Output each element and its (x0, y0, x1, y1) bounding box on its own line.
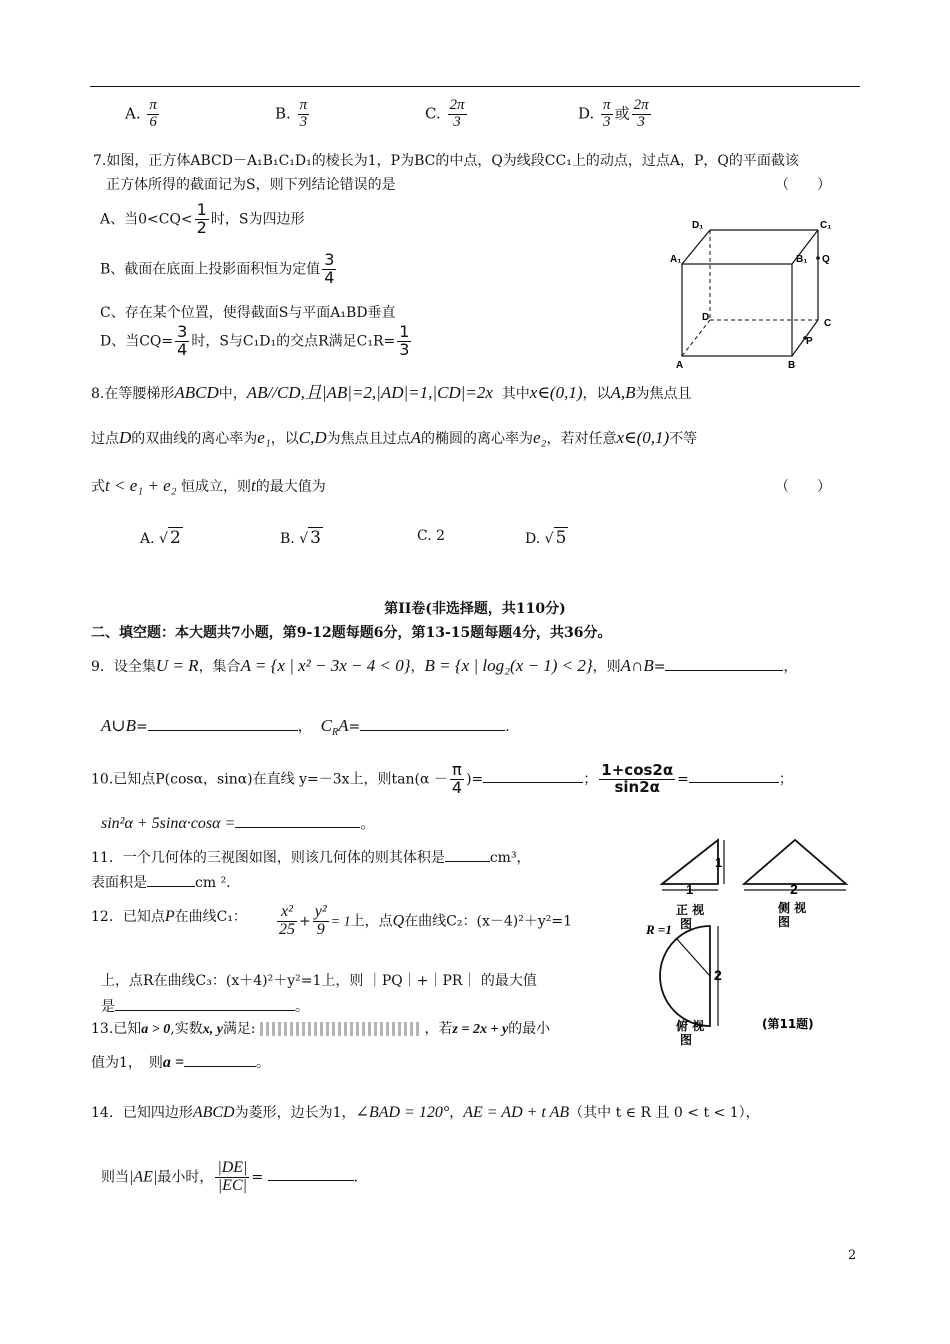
cube-label: D₁ (692, 220, 704, 231)
q7-option-b[interactable] (100, 252, 338, 287)
q8-math: AB//CD,且|AB|=2,|AD|=1,|CD|=2x (246, 383, 493, 402)
q9-math: C (320, 716, 332, 735)
q8-option-b[interactable]: B. √ 3 (280, 528, 321, 548)
q13-line1 (91, 1018, 550, 1038)
q11-line1 (91, 847, 531, 867)
radius-label: R =1 (646, 922, 672, 937)
cube-label: C₁ (820, 220, 832, 231)
option-text: 时，S与C₁D₁的交点R满足C₁R= (191, 333, 396, 350)
dim-label: 1 (686, 882, 694, 897)
top-view-label: 俯 视 (676, 1019, 705, 1033)
q9-text: = (136, 719, 148, 735)
front-view-triangle (662, 840, 718, 884)
option-text: D、当CQ= (100, 333, 174, 350)
q8-text: 恒成立，则 (181, 479, 252, 495)
q8-text: 的椭圆的离心率为 (421, 431, 534, 447)
q9-math: A∪B (101, 716, 137, 735)
q7-option-a[interactable] (100, 202, 304, 237)
q12-text: 在曲线C₂：(x－4)²＋y²=1 (404, 913, 572, 930)
q12-math: Q (392, 912, 405, 930)
answer-blank[interactable] (483, 768, 583, 783)
q13-line2 (91, 1052, 270, 1072)
q6-option-c[interactable] (425, 98, 469, 131)
page-number: 2 (848, 1248, 857, 1263)
constraint-system-image (260, 1022, 420, 1036)
q8-line3 (91, 476, 326, 496)
q8-line2 (91, 428, 697, 448)
dim-label: 2 (714, 967, 722, 983)
side-view-label: 图 (778, 915, 791, 929)
q13-math: x, y (202, 1022, 223, 1037)
q8-math: e₂ (533, 428, 547, 447)
q11-text: cm ². (195, 875, 231, 891)
q14-text: 最小时， (157, 1169, 214, 1186)
fraction: $\frac{\pi}{6}$ (149, 97, 157, 130)
q12-math: P (164, 908, 175, 925)
front-view-label: 图 (680, 917, 693, 931)
q8-text: 式 (91, 479, 105, 495)
answer-blank[interactable] (268, 1166, 354, 1181)
side-view-triangle (744, 840, 846, 884)
q9-text: ，则 (592, 659, 621, 675)
q7-option-c[interactable]: C、存在某个位置，使得截面S与平面A₁BD垂直 (100, 305, 396, 321)
answer-blank[interactable] (184, 1052, 256, 1067)
q8-math: D (119, 428, 132, 447)
q10-text: ； (778, 771, 793, 788)
fraction: $\frac{2\pi}{3}$ (633, 97, 649, 130)
q12-line3 (101, 996, 309, 1016)
q12-text: 12．已知点 (91, 909, 165, 925)
sqrt-value: 3 (310, 528, 321, 548)
q7-stem-line2: 正方体所得的截面记为S，则下列结论错误的是 (106, 177, 396, 193)
cube-edge (682, 230, 710, 264)
top-view-label: 图 (680, 1033, 693, 1047)
q13-math: z = 2x + y (452, 1022, 509, 1037)
q13-math: a > 0 (141, 1022, 171, 1037)
q8-text: 其中 (501, 386, 530, 402)
q9-math: A (338, 716, 349, 735)
sqrt-value: 2 (169, 528, 181, 548)
option-label: A. (140, 531, 155, 547)
q9-math: A∩B (620, 656, 654, 675)
q9-text: 9．设全集 (91, 659, 156, 675)
option-label: B. (275, 104, 291, 123)
q12-text: 上，点 (350, 913, 393, 930)
q10-line1 (91, 762, 793, 797)
cube-label: A₁ (670, 254, 682, 265)
q9-text: . (505, 719, 510, 735)
q7-option-d[interactable] (100, 324, 413, 359)
q8-math: x∈(0,1) (616, 428, 670, 447)
cube-hidden-edge (682, 320, 710, 356)
q9-math: U = R (155, 656, 199, 675)
answer-blank[interactable] (360, 716, 505, 731)
q10-text: )= (466, 771, 484, 788)
q12-math: = 1 (330, 914, 351, 930)
q12-text: 在曲线C₁： (174, 909, 247, 925)
q14-line2 (101, 1160, 358, 1195)
cube-label: Q (822, 254, 830, 265)
header-rule (90, 86, 860, 87)
q9-math: R (332, 726, 339, 738)
q8-math: t < e₁ + e₂ (105, 476, 177, 495)
q11-text: 表面积是 (91, 875, 147, 891)
q8-text: 的双曲线的离心率为 (131, 431, 258, 447)
q12-line2: 上，点R在曲线C₃：(x＋4)²＋y²=1上，则 ｜PQ｜+｜PR｜ 的最大值 (101, 973, 537, 989)
q14-math: AE = AD + t AB (463, 1104, 570, 1121)
option-label: C. (425, 104, 441, 123)
q8-text: ，以 (270, 431, 299, 447)
q12-ellipse-eq (275, 904, 572, 939)
option-text: B、截面在底面上投影面积恒为定值 (100, 261, 321, 278)
dim-label: 2 (790, 881, 798, 897)
cube-label: A (676, 360, 684, 371)
q9-math: A = {x | x² − 3x − 4 < 0} (240, 656, 411, 675)
q13-text: 。 (256, 1055, 271, 1071)
q8-math: x∈(0,1) (529, 383, 583, 402)
q14-text: （其中 t ∈ R 且 0 < t < 1）， (569, 1105, 760, 1121)
cube-label: B₁ (796, 254, 808, 265)
q14-math: ABCD (192, 1104, 235, 1121)
side-view-label: 侧 视 (778, 901, 807, 915)
q14-line1 (91, 1102, 760, 1122)
answer-blank[interactable] (147, 872, 195, 887)
fraction: $\frac{\text{x²}}{25}$ (279, 903, 295, 938)
cube-label: P (806, 336, 813, 347)
q8-math: A,B (610, 383, 636, 402)
cube-figure (660, 212, 850, 372)
q12-text: 是 (101, 999, 115, 1015)
answer-blank[interactable] (235, 813, 360, 828)
q9-math: B = {x | log₂(x − 1) < 2} (424, 656, 593, 675)
option-label: A. (125, 104, 141, 123)
q14-text: 为菱形，边长为1， (234, 1105, 356, 1121)
section-title: 第II卷(非选择题，共110分) (384, 601, 566, 617)
fraction: $\frac{\pi}{3}$ (603, 97, 611, 130)
q12-text: 。 (295, 999, 309, 1015)
fraction: $\frac{3}{4}$ (177, 322, 188, 359)
q8-text: 不等 (669, 431, 698, 447)
q7-answer-paren: （ ） (775, 177, 831, 193)
fraction: $\frac{1}{2}$ (196, 200, 207, 237)
q9-text: = (348, 719, 361, 735)
top-view-semicircle (660, 926, 710, 1026)
q8-text: ，若对任意 (546, 431, 617, 447)
section-instructions: 二、填空题：本大题共7小题，第9-12题每题6分，第13-15题每题4分，共36分。 (91, 625, 612, 641)
q14-text: . (353, 1169, 359, 1186)
fraction: $\frac{1}{3}$ (399, 322, 410, 359)
q11-line2 (91, 872, 231, 892)
q13-math: a = (162, 1054, 185, 1071)
answer-blank[interactable] (689, 768, 779, 783)
q9-text: ， (410, 659, 425, 675)
q14-text: ， (449, 1105, 464, 1121)
q12-math: + (299, 913, 311, 930)
fraction: $\frac{1+\cos 2\alpha}{\sin 2\alpha}$ (601, 761, 674, 796)
q10-text: ； (583, 771, 598, 788)
q9-text: ，集合 (198, 659, 241, 675)
front-view-label: 正 视 (676, 903, 705, 917)
cube-front-face (682, 264, 792, 356)
q8-math: ABCD (174, 383, 219, 402)
q8-text: 的最大值为 (255, 479, 326, 495)
fraction: $\frac{\pi}{4}$ (451, 760, 463, 797)
q8-answer-paren: （ ） (775, 479, 831, 495)
q11-text: 11．一个几何体的三视图如图，则该几何体的则其体积是 (91, 850, 445, 866)
q13-text: ，若 (424, 1021, 453, 1037)
option-text: A、当0<CQ< (100, 211, 193, 228)
answer-blank[interactable] (115, 996, 295, 1011)
q6-option-d[interactable] (578, 98, 653, 131)
q8-option-d[interactable]: D. √ 5 (525, 528, 567, 548)
q10-math: sin²α + 5sinα·cosα = (101, 815, 236, 832)
q11-text: cm³， (489, 850, 531, 866)
q8-math: C,D (298, 428, 327, 447)
q10-text: 10.已知点P(cosα，sinα)在直线 y=－3x上，则tan(α － (91, 771, 448, 788)
q6-option-a[interactable] (125, 98, 161, 131)
sqrt-value: 5 (555, 528, 567, 548)
q9-text: ， (297, 719, 312, 735)
q8-line1 (91, 378, 692, 403)
or-text: 或 (614, 104, 630, 123)
dim-label: 1 (715, 855, 723, 870)
option-label: D. (525, 531, 541, 547)
q10-text: = (677, 771, 689, 788)
fraction: $\frac{3}{4}$ (324, 250, 335, 287)
q14-math: |AE| (129, 1168, 158, 1186)
cube-label: D (702, 312, 710, 323)
q14-text: 则当 (101, 1169, 129, 1186)
fraction: $\frac{\text{y²}}{9}$ (314, 903, 327, 938)
radius-line (676, 938, 710, 976)
q8-text: 中， (218, 386, 247, 402)
q9-line2 (101, 716, 510, 738)
q8-math: t (251, 476, 256, 495)
fraction: $\frac{2\pi}{3}$ (449, 97, 465, 130)
answer-blank[interactable] (148, 716, 298, 731)
q13-text: ,实数 (170, 1021, 203, 1037)
option-label: D. (578, 104, 595, 123)
figure-caption: (第11题) (762, 1017, 814, 1031)
fraction: $\frac{\pi}{3}$ (299, 97, 308, 130)
q12-line1 (91, 906, 247, 926)
q8-math: e₁ (257, 428, 271, 447)
q7-stem-line1: 7.如图，正方体ABCD－A₁B₁C₁D₁的棱长为1，P为BC的中点，Q为线段CC₁上的动点，过点A，P，Q的平面截该 (93, 153, 799, 169)
q8-math: A (410, 428, 422, 447)
cube-label: C (824, 318, 832, 329)
q8-text: 过点 (91, 431, 119, 447)
q10-line2 (101, 812, 375, 833)
q8-option-c[interactable]: C. 2 (417, 528, 446, 544)
q8-text: 为焦点且过点 (326, 431, 411, 447)
cube-label: B (788, 360, 796, 371)
fraction: $\frac{|DE|}{|EC|}$ (217, 1159, 248, 1194)
q8-text: 8.在等腰梯形 (91, 386, 175, 402)
option-label: B. (280, 531, 295, 547)
q9-text: ， (783, 659, 798, 675)
q14-text: 14．已知四边形 (91, 1105, 193, 1121)
q8-text: 为焦点且 (635, 386, 692, 402)
q14-math: = (251, 1169, 264, 1186)
q13-text: 满足: (222, 1021, 256, 1037)
answer-blank[interactable] (445, 847, 490, 862)
point-q (816, 256, 820, 260)
q8-text: ，以 (582, 386, 611, 402)
answer-blank[interactable] (665, 656, 783, 671)
three-view-figure (640, 832, 870, 1062)
q10-text: 。 (360, 814, 376, 832)
q9-text: = (653, 659, 666, 675)
q6-option-b[interactable] (275, 98, 311, 131)
q13-text: 的最小 (508, 1021, 551, 1037)
q14-math: ∠BAD = 120° (355, 1104, 450, 1121)
option-text: 时，S为四边形 (210, 211, 305, 228)
q8-option-a[interactable]: A. √ 2 (140, 528, 181, 548)
q9-line1 (91, 656, 797, 676)
q13-text: 值为1， 则 (91, 1055, 163, 1071)
q13-text: 13.已知 (91, 1021, 142, 1037)
